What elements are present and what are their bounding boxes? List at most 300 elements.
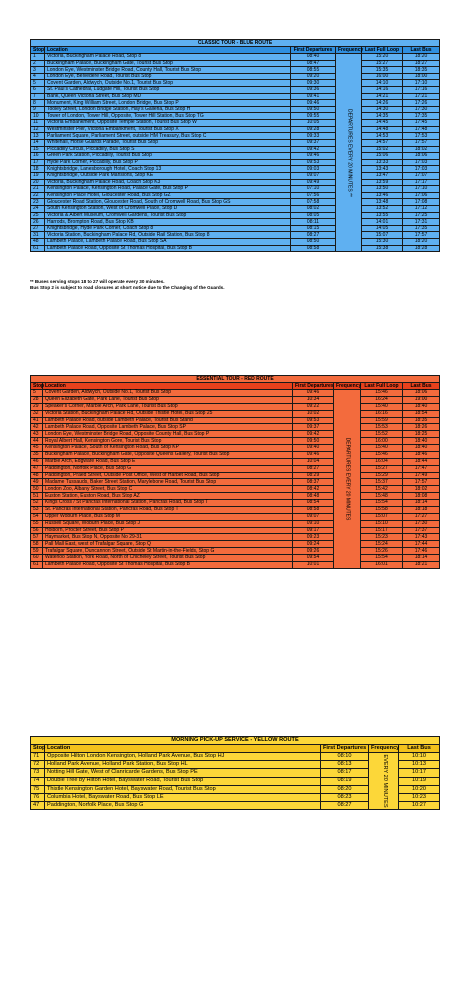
last-full-loop-cell: 15:37: [361, 479, 403, 486]
table-row: [31, 472, 440, 479]
last-full-loop-cell: 15:26: [361, 548, 403, 555]
last-bus-cell: 17:31: [403, 219, 440, 226]
table-row: [31, 486, 440, 493]
last-full-loop-cell: 15:27: [361, 465, 403, 472]
last-bus-cell: 18:27: [403, 60, 440, 67]
last-full-loop-cell: 13:59: [362, 179, 403, 186]
first-departure-cell: 10:04: [293, 458, 334, 465]
last-bus-cell: 18:40: [403, 445, 440, 452]
last-bus-cell: 18:14: [403, 555, 440, 562]
last-bus-cell: 17:44: [403, 541, 440, 548]
location-cell: Buckingham Palace, Buckingham Gate, Opposite Queens Gallery, Tourist Bus Stop: [43, 451, 293, 458]
stop-cell: 16: [31, 153, 45, 160]
header-first-departures: First Departures: [293, 383, 334, 390]
first-departure-cell: 08:27: [321, 802, 369, 810]
last-bus-cell: 17:46: [403, 548, 440, 555]
last-full-loop-cell: 13:48: [362, 199, 403, 206]
last-full-loop-cell: 16:00: [362, 73, 403, 80]
note-line: Bus Stop 2 is subject to road closures at short notice due to the Changing of the Guards.: [30, 285, 225, 291]
stop-cell: 21: [31, 186, 45, 193]
last-bus-cell: 17:08: [403, 199, 440, 206]
first-departure-cell: 08:17: [321, 769, 369, 777]
first-departure-cell: 10:05: [291, 120, 336, 127]
first-departure-cell: 09:55: [291, 113, 336, 120]
header-frequency: Frequency: [334, 383, 361, 390]
last-full-loop-cell: 14:35: [362, 113, 403, 120]
location-cell: Kensington Palace, Kensington Road, Palace Gate, Bus Stop P: [45, 186, 291, 193]
last-bus-cell: 18:46: [403, 451, 440, 458]
last-full-loop-cell: 15:06: [362, 153, 403, 160]
stop-cell: 20: [31, 179, 45, 186]
stop-cell: 32: [31, 410, 43, 417]
stop-cell: 48: [31, 472, 43, 479]
location-cell: Paddington, Norfolk Place, Bus Stop G: [45, 802, 321, 810]
first-departure-cell: 09:03: [291, 166, 336, 173]
first-departure-cell: 08:58: [291, 245, 336, 252]
first-departure-cell: 09:46: [293, 390, 334, 397]
table-row: [31, 424, 440, 431]
last-bus-cell: 10:23: [399, 793, 440, 801]
location-cell: Knightsbridge, Outside Park Mansions, Stop KE: [45, 172, 291, 179]
location-cell: Green Park Station, Piccadilly, Tourist Bus Stop: [45, 153, 291, 160]
last-bus-cell: 10:27: [399, 802, 440, 810]
stop-cell: 23: [31, 199, 45, 206]
first-departure-cell: 09:54: [293, 555, 334, 562]
last-full-loop-cell: 14:57: [362, 139, 403, 146]
location-cell: London Zoo, Albany Street, Bus Stop C: [43, 486, 293, 493]
last-full-loop-cell: 16:01: [361, 561, 403, 568]
first-departure-cell: 09:30: [291, 80, 336, 87]
yellow-header-row: [31, 745, 440, 753]
last-full-loop-cell: 14:45: [362, 120, 403, 127]
location-cell: Victoria, Buckingham Palace Road, Coach Stop K3: [45, 179, 291, 186]
last-bus-cell: 17:07: [403, 172, 440, 179]
header-last-full-loop: Last Full Loop: [362, 47, 403, 54]
last-bus-cell: 18:06: [403, 390, 440, 397]
first-departure-cell: 10:01: [293, 561, 334, 568]
location-cell: Thistle Kensington Garden Hotel, Bayswater Road, Tourist Bus Stop: [45, 785, 321, 793]
location-cell: Russell Square, Woburn Place, Bus Stop J: [43, 520, 293, 527]
first-departure-cell: 09:37: [293, 424, 334, 431]
stop-cell: 26: [31, 219, 45, 226]
location-cell: Monument, King William Street, London Bridge, Bus Stop P: [45, 100, 291, 107]
stop-cell: 13: [31, 133, 45, 140]
location-cell: Kings Cross / St Pancras International Station, Pancras Road, Bus Stop T: [43, 500, 293, 507]
table-row: [31, 465, 440, 472]
last-bus-cell: 18:08: [403, 493, 440, 500]
table-row: [31, 73, 440, 80]
table-row: [31, 431, 440, 438]
stop-cell: 56: [31, 527, 43, 534]
last-full-loop-cell: 14:16: [362, 87, 403, 94]
first-departure-cell: 10:34: [293, 396, 334, 403]
stop-cell: 48: [31, 239, 45, 246]
first-departure-cell: 08:48: [293, 493, 334, 500]
location-cell: Royal Albert Hall, Kensington Gore, Tourist Bus Stop: [43, 438, 293, 445]
stop-cell: 59: [31, 548, 43, 555]
first-departure-cell: 08:50: [291, 239, 336, 246]
last-full-loop-cell: 14:48: [362, 126, 403, 133]
first-departure-cell: 09:40: [293, 445, 334, 452]
location-cell: Trafalgar Square, Duncannon Street, Outside St Martin-in-the-Fields, Stop G: [43, 548, 293, 555]
last-bus-cell: 17:35: [403, 225, 440, 232]
stop-cell: 41: [31, 417, 43, 424]
stop-cell: 61: [31, 561, 43, 568]
last-bus-cell: 17:10: [403, 186, 440, 193]
last-bus-cell: 10:19: [399, 777, 440, 785]
stop-cell: 49: [31, 479, 43, 486]
table-row: [31, 225, 440, 232]
location-cell: Haymarket, Bus Stop N, Opposite No 29-31: [43, 534, 293, 541]
first-departure-cell: 09:53: [291, 159, 336, 166]
table-row: [31, 534, 440, 541]
last-bus-cell: 18:54: [403, 410, 440, 417]
stop-cell: 44: [31, 438, 43, 445]
first-departure-cell: 07:10: [291, 186, 336, 193]
last-full-loop-cell: 15:40: [361, 403, 403, 410]
stop-cell: 50: [31, 486, 43, 493]
first-departure-cell: 08:05: [291, 212, 336, 219]
last-full-loop-cell: 15:10: [361, 520, 403, 527]
stop-cell: 53: [31, 506, 43, 513]
table-row: [31, 753, 440, 761]
header-last-bus: Last Bus: [403, 383, 440, 390]
last-full-loop-cell: 14:01: [362, 219, 403, 226]
table-row: [31, 159, 440, 166]
table-row: [31, 126, 440, 133]
table-row: [31, 212, 440, 219]
first-departure-cell: 08:40: [291, 54, 336, 61]
location-cell: Holborn, Procter Street, Bus Stop P: [43, 527, 293, 534]
stop-cell: 51: [31, 493, 43, 500]
last-full-loop-cell: 14:21: [362, 93, 403, 100]
first-departure-cell: 08:54: [293, 500, 334, 507]
last-bus-cell: 18:21: [403, 561, 440, 568]
last-full-loop-cell: 15:20: [362, 54, 403, 61]
location-cell: Euston Station, Euston Road, Bus Stop AZ: [43, 493, 293, 500]
first-departure-cell: 08:15: [291, 225, 336, 232]
last-full-loop-cell: 14:53: [362, 133, 403, 140]
first-departure-cell: 09:42: [291, 146, 336, 153]
location-cell: Double Tree by Hilton Hotel, Bayswater Road, Tourist Bus Stop: [45, 777, 321, 785]
stop-cell: 8: [31, 100, 45, 107]
table-row: [31, 527, 440, 534]
location-cell: Tooley Street, London Bridge Station, Hay's Galleria, Bus Stop H: [45, 106, 291, 113]
location-cell: Knightsbridge, Hyde Park Corner, Coach Stop 8: [45, 225, 291, 232]
last-full-loop-cell: 14:26: [362, 100, 403, 107]
first-departure-cell: 09:07: [293, 513, 334, 520]
stop-cell: 2: [31, 60, 45, 67]
first-departure-cell: 08:23: [321, 793, 369, 801]
stop-cell: 11: [31, 120, 45, 127]
table-row: [31, 60, 440, 67]
last-bus-cell: 17:25: [403, 212, 440, 219]
last-bus-cell: 17:10: [403, 80, 440, 87]
location-cell: Waterloo Station, York Road, North of Chicheley Street, Tourist Bus Stop: [43, 555, 293, 562]
last-full-loop-cell: 13:47: [362, 172, 403, 179]
frequency-cell: [336, 54, 362, 252]
red-route-title: ESSENTIAL TOUR - RED ROUTE: [31, 376, 440, 383]
header-last-bus: Last Bus: [403, 47, 440, 54]
first-departure-cell: 08:29: [293, 472, 334, 479]
first-departure-cell: 08:27: [291, 232, 336, 239]
location-cell: Victoria Station, Buckingham Palace Rd, Outside Rail Station, Bus Stop 8: [45, 232, 291, 239]
stop-cell: 9: [31, 106, 45, 113]
location-cell: Buckingham Palace, Buckingham Gate, Tourist Bus Stop: [45, 60, 291, 67]
last-bus-cell: 17:48: [403, 126, 440, 133]
location-cell: Westminster Pier, Victoria Embankment, Tourist Bus Stop X: [45, 126, 291, 133]
location-cell: Covent Garden, Aldwych, Outside No.1, Tourist Bus Stop: [45, 80, 291, 87]
last-bus-cell: 18:35: [403, 67, 440, 74]
location-cell: Parliament Square, Parliament Street, outside HM Treasury, Bus Stop C: [45, 133, 291, 140]
last-bus-cell: 18:35: [403, 417, 440, 424]
last-bus-cell: 18:14: [403, 500, 440, 507]
last-full-loop-cell: 15:35: [362, 67, 403, 74]
first-departure-cell: 08:47: [291, 60, 336, 67]
last-full-loop-cell: 15:53: [361, 424, 403, 431]
first-departure-cell: 09:07: [291, 172, 336, 179]
last-bus-cell: 17:03: [403, 166, 440, 173]
red-header-row: [31, 383, 440, 390]
last-bus-cell: 10:10: [399, 753, 440, 761]
stop-cell: 18: [31, 166, 45, 173]
last-full-loop-cell: 15:29: [361, 472, 403, 479]
header-location: Location: [43, 383, 293, 390]
last-bus-cell: 17:57: [403, 232, 440, 239]
last-full-loop-cell: 13:43: [362, 166, 403, 173]
stop-cell: 27: [31, 225, 45, 232]
first-departure-cell: 08:55: [291, 67, 336, 74]
location-cell: London Eye, Westminster Bridge Road, Opposite County Hall, Bus Stop P: [43, 431, 293, 438]
stop-cell: 22: [31, 192, 45, 199]
location-cell: Columbia Hotel, Bayswater Road, Bus Stop LE: [45, 793, 321, 801]
first-departure-cell: 09:46: [293, 451, 334, 458]
first-departure-cell: 09:46: [291, 153, 336, 160]
last-bus-cell: 17:21: [403, 93, 440, 100]
last-bus-cell: 18:44: [403, 458, 440, 465]
last-full-loop-cell: 15:40: [361, 445, 403, 452]
location-cell: Lambeth Palace Road, Opposite Lambeth Palace, Bus Stop SP: [43, 424, 293, 431]
location-cell: Kensington Place Hotel, Gloucester Road, Bus Stop GZ: [45, 192, 291, 199]
stop-cell: 71: [31, 753, 45, 761]
last-bus-cell: 18:06: [403, 153, 440, 160]
location-cell: Speaker's Corner, Marble Arch, Park Lane, Tourist Bus Stop: [43, 403, 293, 410]
header-stop: Stop: [31, 47, 45, 54]
location-cell: Piccadilly Circus, Piccadilly, Bus Stop S: [45, 146, 291, 153]
last-bus-cell: 10:20: [399, 785, 440, 793]
last-full-loop-cell: 15:23: [361, 534, 403, 541]
last-bus-cell: 18:40: [403, 403, 440, 410]
last-full-loop-cell: 16:24: [361, 396, 403, 403]
first-departure-cell: 09:28: [291, 126, 336, 133]
stop-cell: 7: [31, 93, 45, 100]
last-bus-cell: 17:57: [403, 479, 440, 486]
header-last-full-loop: Last Full Loop: [361, 383, 403, 390]
table-row: [31, 410, 440, 417]
stop-cell: 19: [31, 172, 45, 179]
last-full-loop-cell: 15:48: [361, 493, 403, 500]
last-full-loop-cell: 15:02: [362, 146, 403, 153]
first-departure-cell: 08:20: [321, 785, 369, 793]
last-full-loop-cell: 16:00: [361, 438, 403, 445]
last-bus-cell: 17:12: [403, 206, 440, 213]
last-full-loop-cell: 15:58: [361, 506, 403, 513]
first-departure-cell: 10:02: [293, 410, 334, 417]
last-full-loop-cell: 13:50: [362, 186, 403, 193]
header-frequency: Frequency: [369, 745, 399, 753]
first-departure-cell: 09:24: [293, 541, 334, 548]
header-frequency: Frequency: [336, 47, 362, 54]
last-bus-cell: 18:18: [403, 506, 440, 513]
first-departure-cell: 09:33: [291, 133, 336, 140]
header-last-bus: Last Bus: [399, 745, 440, 753]
last-full-loop-cell: 15:24: [361, 541, 403, 548]
location-cell: Hyde Park Corner, Piccadilly, Bus Stop P: [45, 159, 291, 166]
stop-cell: 55: [31, 520, 43, 527]
stop-cell: 28: [31, 396, 43, 403]
location-cell: Knightsbridge, Lanesborough Hotel, Coach Stop 13: [45, 166, 291, 173]
stop-cell: 35: [31, 451, 43, 458]
stop-cell: 15: [31, 146, 45, 153]
location-cell: Bank, Queen Victoria Street, Bus Stop MD: [45, 93, 291, 100]
last-bus-cell: 17:49: [403, 472, 440, 479]
last-full-loop-cell: 13:55: [362, 212, 403, 219]
stop-cell: 24: [31, 206, 45, 213]
stop-cell: 45: [31, 445, 43, 452]
frequency-cell: [334, 390, 361, 569]
first-departure-cell: 09:46: [291, 100, 336, 107]
table-row: [31, 192, 440, 199]
first-departure-cell: 09:20: [291, 73, 336, 80]
first-departure-cell: 09:42: [293, 431, 334, 438]
stop-cell: 31: [31, 232, 45, 239]
location-cell: Madame Tussauds, Baker Street Station, Marylebone Road, Tourist Bus Stop: [43, 479, 293, 486]
last-bus-cell: 17:43: [403, 534, 440, 541]
stop-cell: 42: [31, 424, 43, 431]
location-cell: Marble Arch, Edgware Road, Bus Stop E: [43, 458, 293, 465]
last-full-loop-cell: 15:27: [362, 60, 403, 67]
table-row: [31, 417, 440, 424]
last-bus-cell: 10:17: [399, 769, 440, 777]
location-cell: Lambeth Palace Road, Opposite St Thomas Hospital, Bus Stop B: [43, 561, 293, 568]
last-full-loop-cell: 13:33: [362, 159, 403, 166]
stop-cell: 74: [31, 777, 45, 785]
first-departure-cell: 08:02: [291, 206, 336, 213]
location-cell: Victoria, Buckingham Palace Road, Stop 8: [45, 54, 291, 61]
location-cell: Lambeth Palace Road, outside Lambeth Palace, Tourist Bus Stand: [43, 417, 293, 424]
table-row: [31, 106, 440, 113]
location-cell: Upper Woburn Place, Bus Stop M: [43, 513, 293, 520]
first-departure-cell: 09:50: [291, 106, 336, 113]
location-cell: St. Pancras International Station, Pancras Road, Bus Stop T: [43, 506, 293, 513]
first-departure-cell: 07:58: [291, 199, 336, 206]
stop-cell: 76: [31, 793, 45, 801]
stop-cell: 60: [31, 555, 43, 562]
last-bus-cell: 17:53: [403, 133, 440, 140]
stop-cell: 52: [31, 500, 43, 507]
location-cell: St. Paul's Cathedral, Ludgate Hill, Tourist Bus Stop: [45, 87, 291, 94]
yellow-route-title: MORNING PICK-UP SERVICE - YELLOW ROUTE: [31, 737, 440, 745]
last-full-loop-cell: 15:52: [361, 431, 403, 438]
table-row: [31, 541, 440, 548]
first-departure-cell: 09:37: [291, 139, 336, 146]
last-full-loop-cell: 15:38: [362, 245, 403, 252]
first-departure-cell: 07:56: [291, 192, 336, 199]
header-stop: Stop: [31, 383, 43, 390]
last-bus-cell: 17:37: [403, 527, 440, 534]
first-departure-cell: 08:13: [321, 761, 369, 769]
last-bus-cell: 18:26: [403, 424, 440, 431]
frequency-text: DEPARTURES EVERY 20 MINUTES: [344, 437, 351, 521]
location-cell: Whitehall, Horse Guards Parade, Tourist Bus Stop: [45, 139, 291, 146]
first-departure-cell: 09:23: [293, 534, 334, 541]
first-departure-cell: 08:19: [321, 777, 369, 785]
last-full-loop-cell: 15:07: [362, 232, 403, 239]
last-bus-cell: 18:20: [403, 54, 440, 61]
stop-cell: 1: [31, 54, 45, 61]
first-departure-cell: 08:37: [293, 479, 334, 486]
yellow-route-table: [30, 736, 440, 810]
stop-cell: 14: [31, 139, 45, 146]
last-full-loop-cell: 15:30: [362, 239, 403, 246]
first-departure-cell: 08:27: [293, 465, 334, 472]
first-departure-cell: 08:10: [321, 753, 369, 761]
first-departure-cell: 09:10: [293, 520, 334, 527]
location-cell: Victoria Station, Buckingham Palace Rd, Outside Thistle Hotel, Bus Stop 25: [43, 410, 293, 417]
location-cell: Opposite Hilton London Kensington, Holland Park Avenue, Bus Stop HJ: [45, 753, 321, 761]
blue-route-notes: [30, 279, 225, 291]
stop-cell: 75: [31, 785, 45, 793]
last-full-loop-cell: 15:46: [361, 390, 403, 397]
first-departure-cell: 09:17: [293, 527, 334, 534]
last-full-loop-cell: 14:30: [362, 106, 403, 113]
stop-cell: 29: [31, 403, 43, 410]
last-full-loop-cell: 13:52: [362, 206, 403, 213]
last-full-loop-cell: 15:17: [361, 527, 403, 534]
location-cell: Harrods, Brompton Road, Bus Stop KB: [45, 219, 291, 226]
last-full-loop-cell: 15:42: [361, 486, 403, 493]
stop-cell: 3: [31, 67, 45, 74]
location-cell: Victoria Embankment, Opposite Temple Station, Tourist Bus Stop W: [45, 120, 291, 127]
red-route-table: [30, 375, 440, 569]
location-cell: Paddington, Norfolk Place, Bus Stop G: [43, 465, 293, 472]
stop-cell: 61: [31, 245, 45, 252]
last-bus-cell: 17:57: [403, 139, 440, 146]
last-full-loop-cell: 15:54: [361, 500, 403, 507]
first-departure-cell: 08:11: [291, 219, 336, 226]
last-bus-cell: 17:45: [403, 120, 440, 127]
location-cell: Gloucester Road Station, Gloucester Road, South of Cromwell Road, Bus Stop GS: [45, 199, 291, 206]
blue-route-title: CLASSIC TOUR - BLUE ROUTE: [31, 40, 440, 47]
first-departure-cell: 08:58: [293, 506, 334, 513]
last-bus-cell: 17:26: [403, 100, 440, 107]
table-row: [31, 245, 440, 252]
last-bus-cell: 17:17: [403, 179, 440, 186]
blue-route-table: [30, 39, 440, 252]
last-bus-cell: 17:27: [403, 513, 440, 520]
stop-cell: 6: [31, 87, 45, 94]
stop-cell: 10: [31, 113, 45, 120]
stop-cell: 43: [31, 431, 43, 438]
stop-cell: 4: [31, 73, 45, 80]
location-cell: Kensington Palace, South of Kensington Road, Bus Stop KP: [43, 445, 293, 452]
last-full-loop-cell: 15:46: [361, 451, 403, 458]
header-location: Location: [45, 745, 321, 753]
stop-cell: 57: [31, 534, 43, 541]
first-departure-cell: 09:36: [291, 87, 336, 94]
last-full-loop-cell: 13:46: [362, 192, 403, 199]
last-bus-cell: 17:47: [403, 465, 440, 472]
